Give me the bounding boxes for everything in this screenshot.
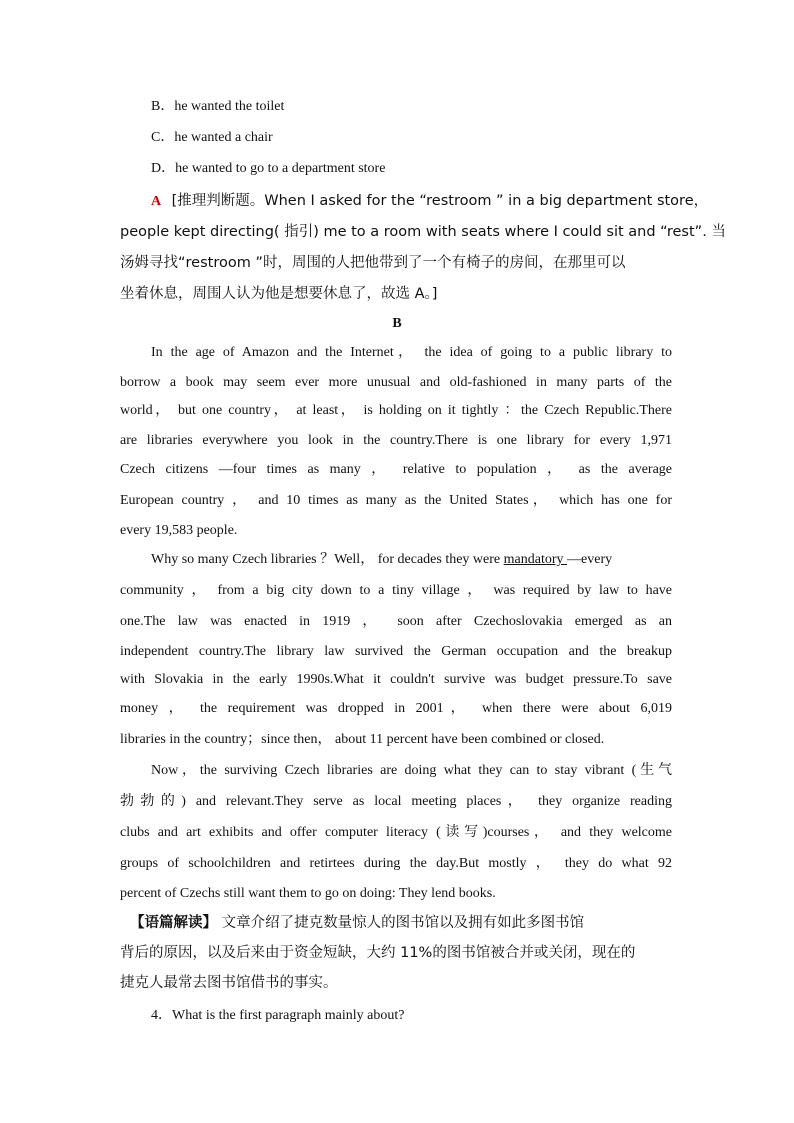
answer-key: A [151,194,162,209]
passage-p1-line-5: Czech citizens —four times as many ， relative to population ， as the average [120,462,672,477]
passage-p2-line-1 [151,550,672,570]
passage-p3-line-5: percent of Czechs still want them to go on doing: They lend books. [120,886,496,901]
option-c: C．he wanted a chair [151,130,273,145]
vocab-mandatory: mandatory [503,552,568,567]
section-title: B [392,316,402,331]
option-b: B．he wanted the toilet [151,99,285,114]
analysis-line-1 [130,913,672,933]
passage-p3-line-4: groups of schoolchildren and retirtees during the day.But mostly ， they do what 92 [120,856,672,871]
analysis-text-1: 文章介绍了捷克数量惊人的图书馆以及拥有如此多图书馆 [217,915,585,931]
analysis-line-3: 捷克人最常去图书馆借书的事实。 [120,975,338,991]
answer-text-1: [推理判断题。When I asked for the “restroom ” in a big department store， [171,193,709,209]
passage-p3-line-1: Now，the surviving Czech libraries are doing what they can to stay vibrant (生气 [151,763,672,778]
analysis-label: 【语篇解读】 [130,915,217,931]
passage-p2-line-6: money ， the requirement was dropped in 2001， when there were about 6,019 [120,701,672,716]
option-d: D．he wanted to go to a department store [151,161,386,176]
answer-line-3: 汤姆寻找“restroom ”时，周围的人把他带到了一个有椅子的房间，在那里可以 [120,255,626,271]
passage-p3-line-3: clubs and art exhibits and offer computer literacy (读写)courses， and they welcome [120,825,672,840]
passage-p2-line-5: with Slovakia in the early 1990s.What it couldn't survive was budget pressure.To save [120,672,672,687]
passage-p1-line-1: In the age of Amazon and the Internet， the idea of going to a public library to [151,345,672,360]
passage-p1-line-4: are libraries everywhere you look in the country.There is one library for every 1,971 [120,433,672,448]
answer-line-2: people kept directing( 指引) me to a room with seats where I could sit and “rest”. 当 [120,224,726,240]
passage-p2-line-2: community ， from a big city down to a tiny village ， was required by law to have [120,583,672,598]
passage-p1-line-2: borrow a book may seem ever more unusual and old-fashioned in many parts of the [120,375,672,390]
question-4: 4．What is the first paragraph mainly about? [151,1008,405,1023]
answer-line-4: 坐着休息，周围人认为他是想要休息了，故选 A。] [120,286,438,302]
passage-p1-line-7: every 19,583 people. [120,523,238,538]
passage-p2-line-3: one.The law was enacted in 1919 ， soon after Czechoslovakia emerged as an [120,614,672,629]
passage-p3-line-2: 勃勃的) and relevant.They serve as local meeting places， they organize reading [120,794,672,809]
passage-p2-first-end: —every [567,552,613,567]
passage-p2-line-4: independent country.The library law survived the German occupation and the breakup [120,644,672,659]
passage-p1-line-6: European country ， and 10 times as many as the United States， which has one for [120,493,672,508]
passage-p1-line-3: world， but one country， at least， is holding on it tightly ：the Czech Republic.There [120,403,672,418]
passage-p2-line-7: libraries in the country；since then， about 11 percent have been combined or closed. [120,732,605,747]
analysis-line-2: 背后的原因，以及后来由于资金短缺，大约 11%的图书馆被合并或关闭，现在的 [120,945,636,961]
passage-p2-start: Why so many Czech libraries ？Well， for decades they were [151,552,504,567]
answer-line-1 [151,191,709,212]
